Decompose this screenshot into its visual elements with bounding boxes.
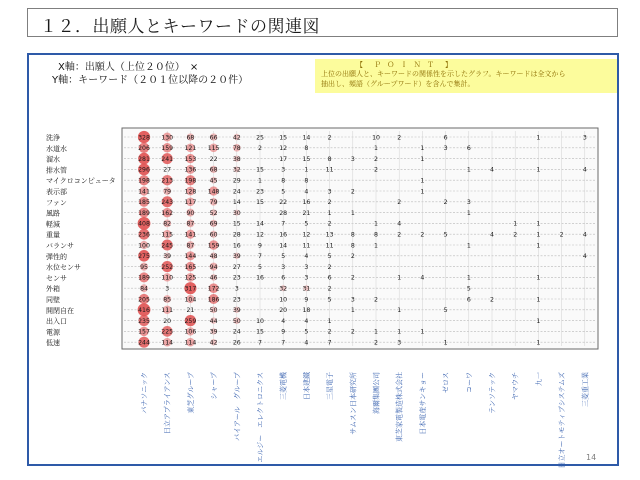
data-label: 172 [207, 285, 220, 293]
y-tick-label: 表示部 [46, 188, 67, 196]
data-label: 3 [350, 155, 355, 163]
data-label: 198 [184, 177, 197, 185]
data-label: 95 [140, 263, 148, 271]
x-tick-label: 東芝家電製造株式会社 [395, 372, 404, 442]
data-label: 1 [466, 166, 471, 174]
data-label: 12 [279, 145, 288, 153]
data-label: 8 [374, 231, 378, 239]
data-label: 2 [513, 231, 518, 239]
data-label: 15 [256, 166, 264, 174]
data-label: 2 [327, 263, 332, 271]
data-label: 1 [536, 317, 541, 325]
data-label: 186 [207, 296, 220, 304]
data-label: 2 [327, 328, 332, 336]
y-tick-label: バランサ [46, 242, 74, 250]
data-label: 29 [232, 177, 241, 185]
data-label: 10 [279, 296, 288, 304]
data-label: 1 [374, 242, 378, 250]
data-label: 18 [302, 307, 311, 315]
x-tick-label: 東芝グループ [186, 372, 195, 414]
y-tick-label: 低速 [46, 339, 60, 348]
x-tick-label: 日本電産サンキョー [418, 372, 427, 435]
data-label: 15 [302, 155, 311, 163]
y-tick-label: 水位センサ [46, 263, 81, 272]
data-label: 15 [232, 220, 241, 228]
data-label: 114 [161, 339, 174, 347]
y-tick-label: 弾性的 [46, 252, 67, 261]
data-label: 153 [184, 155, 197, 163]
data-label: 7 [258, 339, 262, 347]
data-label: 141 [138, 188, 150, 196]
data-label: 1 [536, 134, 541, 142]
data-label: 115 [207, 145, 220, 153]
page-number: 14 [586, 453, 597, 462]
data-label: 85 [163, 296, 172, 304]
data-label: 60 [209, 231, 218, 239]
data-label: 3 [234, 285, 239, 293]
data-label: 205 [138, 296, 150, 304]
data-label: 14 [232, 199, 241, 207]
data-label: 2 [327, 220, 332, 228]
data-label: 1 [536, 274, 541, 282]
data-label: 5 [281, 188, 286, 196]
data-label: 32 [232, 166, 241, 174]
data-label: 9 [258, 242, 262, 250]
x-tick-label: サムスン日本研究所 [349, 372, 358, 435]
data-label: 39 [232, 307, 241, 315]
data-label: 4 [304, 253, 309, 261]
data-label: 69 [209, 220, 218, 228]
data-label: 8 [350, 242, 355, 250]
data-label: 14 [279, 242, 288, 250]
x-tick-label: 日立アプライアンス [163, 372, 172, 435]
data-label: 3 [304, 274, 309, 282]
data-label: 1 [374, 220, 378, 228]
data-label: 16 [302, 199, 311, 207]
data-label: 5 [258, 263, 262, 271]
data-label: 5 [327, 296, 332, 304]
y-tick-label: 洗浄 [46, 134, 60, 142]
data-label: 46 [209, 274, 218, 282]
data-label: 82 [163, 220, 172, 228]
data-label: 16 [256, 274, 264, 282]
data-label: 3 [582, 134, 587, 142]
data-label: 31 [302, 285, 311, 293]
data-label: 24 [232, 328, 241, 336]
data-label: 185 [138, 199, 150, 207]
data-label: 144 [184, 253, 197, 261]
data-label: 1 [327, 209, 332, 217]
data-label: 26 [232, 339, 241, 347]
data-label: 6 [281, 274, 286, 282]
data-label: 39 [232, 253, 241, 261]
y-tick-label: 重量 [46, 231, 60, 240]
data-label: 68 [186, 134, 195, 142]
data-label: 15 [279, 134, 288, 142]
y-tick-label: 出入口 [46, 317, 67, 326]
data-label: 281 [138, 155, 150, 163]
data-label: 22 [209, 155, 218, 163]
data-label: 6 [443, 134, 448, 142]
data-label: 8 [327, 155, 332, 163]
y-tick-label: 溜水 [46, 155, 60, 164]
data-label: 157 [138, 328, 150, 336]
data-label: 148 [207, 188, 220, 196]
data-label: 2 [350, 253, 355, 261]
data-label: 12 [302, 231, 311, 239]
data-label: 11 [302, 242, 311, 250]
data-label: 1 [420, 188, 425, 196]
data-label: 5 [304, 328, 309, 336]
data-label: 225 [161, 328, 174, 336]
data-label: 3 [350, 296, 355, 304]
data-label: 1 [397, 274, 402, 282]
data-label: 1 [374, 145, 378, 153]
data-label: 2 [374, 296, 378, 304]
y-tick-label: 軽減 [46, 220, 60, 229]
data-label: 2 [258, 145, 262, 153]
data-label: 14 [256, 220, 264, 228]
data-label: 1 [443, 339, 448, 347]
data-label: 106 [184, 328, 197, 336]
y-tick-label: 風路 [46, 209, 60, 218]
data-label: 13 [325, 231, 334, 239]
data-label: 78 [232, 145, 241, 153]
data-label: 2 [397, 134, 402, 142]
data-label: 17 [279, 155, 288, 163]
data-label: 136 [184, 166, 197, 174]
data-label: 2 [327, 285, 332, 293]
x-tick-label: 三星電子 [326, 372, 335, 400]
data-label: 110 [161, 274, 174, 282]
data-label: 4 [582, 166, 587, 174]
data-label: 2 [559, 231, 564, 239]
data-label: 9 [304, 296, 309, 304]
data-label: 5 [327, 253, 332, 261]
data-label: 111 [161, 307, 174, 315]
data-label: 165 [184, 263, 197, 271]
data-label: 2 [350, 188, 355, 196]
data-label: 2 [397, 199, 402, 207]
data-label: 4 [490, 231, 494, 239]
data-label: 1 [350, 307, 355, 315]
data-label: 22 [279, 199, 288, 207]
point-note-line: 抽出し、頻語（グループワード）を含んで集計。 [321, 80, 475, 88]
data-label: 1 [536, 220, 541, 228]
data-label: 21 [302, 209, 311, 217]
x-tick-label: 海爾集團公司 [372, 372, 381, 414]
data-label: 236 [138, 231, 150, 239]
data-label: 245 [161, 242, 174, 250]
y-tick-label: 開閉自在 [46, 306, 74, 315]
data-label: 128 [184, 188, 197, 196]
data-label: 9 [281, 328, 286, 336]
data-label: 243 [161, 199, 174, 207]
data-label: 42 [209, 339, 218, 347]
data-label: 50 [209, 307, 218, 315]
x-tick-label: ヤマウチ [511, 372, 520, 400]
data-label: 7 [327, 339, 332, 347]
y-tick-label: 排水管 [46, 166, 67, 175]
data-label: 2 [397, 231, 402, 239]
y-tick-label: 電源 [46, 328, 60, 337]
x-tick-label: 九一 [534, 372, 543, 386]
data-label: 104 [184, 296, 197, 304]
data-label: 4 [304, 317, 309, 325]
data-label: 21 [186, 307, 195, 315]
data-label: 20 [163, 317, 172, 325]
data-label: 2 [350, 328, 355, 336]
data-label: 1 [536, 166, 541, 174]
data-label: 2 [420, 231, 425, 239]
x-tick-label: コーワ [465, 372, 474, 393]
data-label: 1 [397, 307, 402, 315]
data-label: 2 [327, 199, 332, 207]
data-label: 189 [138, 209, 150, 217]
data-label: 3 [443, 145, 448, 153]
data-label: 416 [138, 307, 150, 315]
data-label: 8 [281, 177, 286, 185]
data-label: 27 [232, 263, 241, 271]
data-label: 5 [443, 307, 448, 315]
data-label: 84 [140, 285, 148, 293]
data-label: 1 [466, 209, 471, 217]
data-label: 2 [490, 296, 494, 304]
data-label: 23 [232, 274, 241, 282]
y-tick-label: 同壁 [46, 296, 60, 304]
data-label: 38 [232, 155, 241, 163]
data-label: 328 [138, 134, 150, 142]
data-label: 4 [304, 188, 309, 196]
data-label: 2 [350, 274, 355, 282]
data-label: 408 [138, 220, 150, 228]
data-label: 100 [138, 242, 150, 250]
x-tick-label: パイアール グループ [233, 372, 242, 441]
data-label: 121 [184, 145, 197, 153]
data-label: 14 [302, 134, 311, 142]
data-label: 125 [184, 274, 197, 282]
data-label: 1 [258, 177, 262, 185]
data-label: 48 [209, 253, 218, 261]
data-label: 68 [209, 166, 218, 174]
data-label: 27 [163, 166, 172, 174]
data-label: 3 [165, 285, 170, 293]
data-label: 275 [138, 253, 150, 261]
x-tick-label: 三菱電機 [279, 372, 288, 400]
data-label: 87 [186, 242, 195, 250]
data-label: 23 [232, 296, 241, 304]
data-label: 213 [161, 177, 174, 185]
data-label: 50 [232, 317, 241, 325]
x-tick-label: 日本建鐵 [302, 372, 311, 400]
data-label: 1 [536, 296, 541, 304]
data-label: 1 [304, 166, 309, 174]
data-label: 162 [161, 209, 174, 217]
data-label: 79 [209, 199, 218, 207]
data-label: 235 [138, 317, 150, 325]
data-label: 296 [138, 166, 150, 174]
data-label: 90 [186, 209, 195, 217]
data-label: 10 [372, 134, 380, 142]
data-label: 25 [256, 134, 264, 142]
x-tick-label: エルジー エレクトロニクス [256, 372, 265, 463]
data-label: 1 [420, 145, 425, 153]
y-tick-label: 外箱 [46, 285, 60, 294]
x-tick-label: テンソテック [488, 372, 497, 414]
data-label: 115 [161, 231, 174, 239]
x-tick-label: 三菱重工業 [581, 372, 590, 407]
y-axis-note: Y軸：キーワード（２０１位以降の２０件） [52, 75, 249, 86]
data-label: 94 [209, 263, 218, 271]
x-tick-label: シャープ [210, 372, 219, 400]
data-label: 2 [374, 339, 378, 347]
data-label: 1 [466, 274, 471, 282]
data-label: 130 [161, 134, 174, 142]
data-label: 1 [420, 155, 425, 163]
data-label: 189 [138, 274, 150, 282]
data-label: 7 [281, 339, 286, 347]
data-label: 114 [184, 339, 197, 347]
data-label: 11 [325, 166, 334, 174]
data-label: 4 [281, 317, 286, 325]
x-tick-label: 日立オートモティブシステムズ [558, 372, 567, 469]
data-label: 79 [163, 188, 172, 196]
data-label: 6 [327, 274, 332, 282]
data-label: 15 [256, 199, 264, 207]
data-label: 3 [281, 263, 286, 271]
data-label: 159 [161, 145, 174, 153]
data-label: 5 [304, 220, 309, 228]
data-label: 252 [161, 263, 174, 271]
data-label: 1 [327, 317, 332, 325]
data-label: 5 [281, 253, 286, 261]
data-label: 159 [207, 242, 220, 250]
data-label: 12 [256, 231, 264, 239]
data-label: 1 [397, 328, 402, 336]
data-label: 1 [536, 339, 541, 347]
data-label: 141 [184, 231, 197, 239]
data-label: 1 [536, 242, 541, 250]
data-label: 117 [184, 199, 197, 207]
data-label: 3 [466, 199, 471, 207]
data-label: 39 [209, 328, 218, 336]
data-label: 8 [350, 231, 355, 239]
x-tick-label: パナソニック [140, 372, 149, 414]
data-label: 244 [138, 339, 150, 347]
data-label: 32 [279, 285, 288, 293]
data-label: 2 [374, 155, 378, 163]
data-label: 3 [304, 263, 309, 271]
data-label: 317 [184, 285, 197, 293]
data-label: 4 [304, 339, 309, 347]
data-label: 1 [466, 242, 471, 250]
data-label: 206 [138, 145, 150, 153]
data-label: 1 [420, 328, 425, 336]
data-label: 2 [374, 166, 378, 174]
data-label: 4 [397, 220, 402, 228]
data-label: 5 [443, 231, 448, 239]
data-label: 7 [258, 253, 262, 261]
data-label: 4 [420, 274, 425, 282]
data-label: 1 [374, 328, 378, 336]
data-label: 2 [327, 134, 332, 142]
y-tick-label: 水道水 [46, 144, 67, 153]
data-label: 4 [582, 253, 587, 261]
data-label: 7 [281, 220, 286, 228]
data-label: 16 [232, 242, 241, 250]
data-label: 30 [232, 209, 241, 217]
data-label: 2 [443, 199, 448, 207]
data-label: 4 [582, 231, 587, 239]
data-label: 198 [138, 177, 150, 185]
data-label: 16 [279, 231, 288, 239]
data-label: 45 [209, 177, 218, 185]
data-label: 8 [304, 177, 309, 185]
data-label: 28 [232, 231, 241, 239]
data-label: 6 [466, 145, 471, 153]
y-tick-label: マイクロコンピュータ [46, 177, 116, 186]
y-tick-label: センサ [46, 274, 67, 283]
data-label: 3 [281, 166, 286, 174]
data-label: 3 [327, 188, 332, 196]
page-title: １２．出願人とキーワードの関連図 [40, 17, 320, 37]
data-label: 20 [279, 307, 288, 315]
data-label: 259 [184, 317, 197, 325]
data-label: 66 [209, 134, 218, 142]
data-label: 6 [466, 296, 471, 304]
point-note-title: 【 Ｐ Ｏ Ｉ Ｎ Ｔ 】 [356, 61, 454, 69]
x-tick-label: ゼロス [442, 372, 451, 393]
data-label: 1 [536, 231, 541, 239]
data-label: 42 [232, 134, 241, 142]
data-label: 87 [186, 220, 195, 228]
x-axis-note: X軸：出願人（上位２０位） × [58, 62, 199, 73]
y-tick-label: ファン [46, 198, 67, 207]
data-label: 15 [256, 328, 264, 336]
point-note-line: 上位の出願人と、キーワードの関係性を示したグラフ。キーワードは全文から [321, 70, 566, 78]
data-label: 24 [232, 188, 241, 196]
data-label: 4 [490, 166, 494, 174]
data-label: 241 [161, 155, 174, 163]
data-label: 28 [279, 209, 288, 217]
data-label: 1 [513, 220, 518, 228]
data-label: 44 [209, 317, 218, 325]
data-label: 23 [256, 188, 264, 196]
data-label: 1 [350, 209, 355, 217]
data-label: 1 [420, 177, 425, 185]
data-label: 10 [256, 317, 264, 325]
data-label: 5 [466, 285, 471, 293]
data-label: 8 [304, 145, 309, 153]
data-label: 52 [209, 209, 218, 217]
data-label: 11 [325, 242, 334, 250]
data-label: 39 [163, 253, 172, 261]
data-label: 3 [397, 339, 402, 347]
